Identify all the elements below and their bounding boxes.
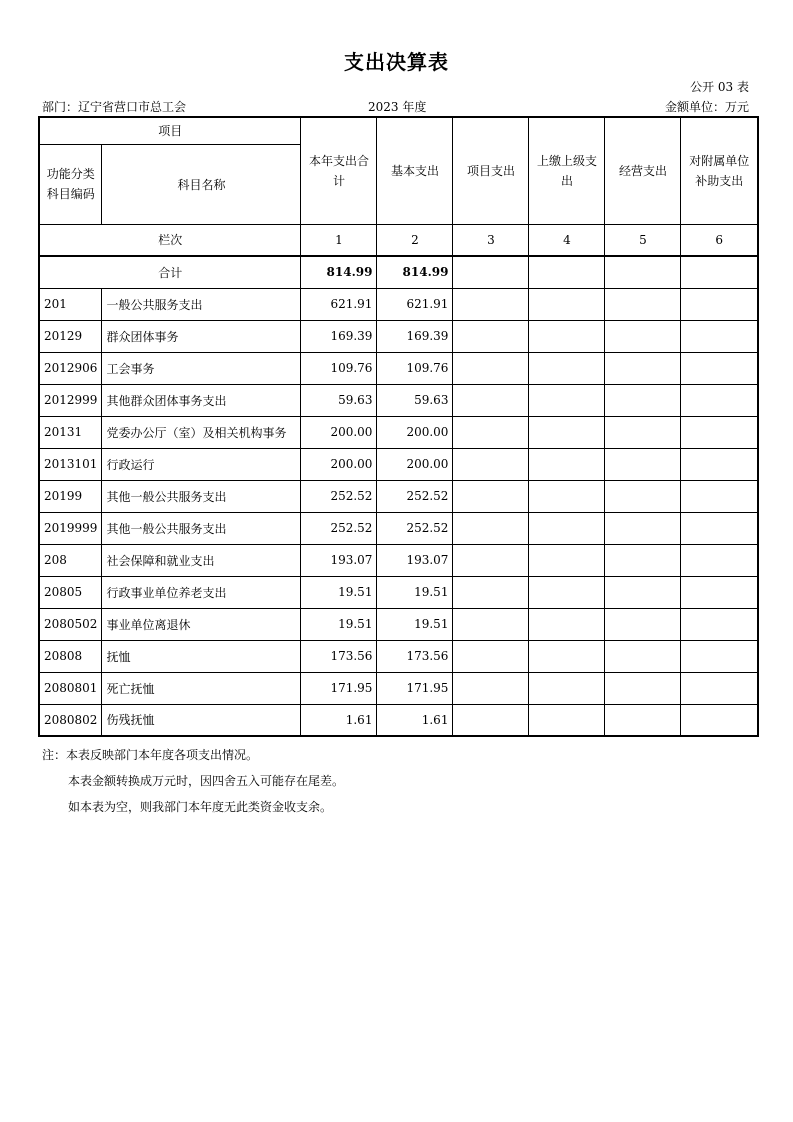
func-code-cell: 2019999: [39, 512, 102, 544]
index-number: 2: [377, 224, 453, 256]
table-row: [39, 480, 758, 512]
index-number: 3: [453, 224, 529, 256]
amount-cell: 1.61: [377, 704, 453, 736]
col-header-total: 本年支出合计: [301, 117, 377, 224]
amount-cell: [529, 448, 605, 480]
form-number: 公开 03 表: [690, 80, 749, 94]
amount-unit: 金额单位：万元: [664, 100, 749, 114]
amount-cell: 169.39: [377, 320, 453, 352]
amount-cell: [605, 448, 681, 480]
amount-cell: 19.51: [377, 608, 453, 640]
func-code-cell: 2080802: [39, 704, 102, 736]
amount-cell: [681, 384, 758, 416]
header-row-top: [39, 117, 758, 144]
amount-cell: [605, 480, 681, 512]
amount-cell: [453, 576, 529, 608]
amount-cell: [453, 416, 529, 448]
amount-cell: [605, 320, 681, 352]
fiscal-year: 2023 年度: [368, 100, 427, 114]
amount-cell: [453, 352, 529, 384]
amount-cell: 200.00: [301, 416, 377, 448]
amount-cell: [605, 416, 681, 448]
table-row: [39, 608, 758, 640]
amount-cell: [529, 512, 605, 544]
amount-cell: 252.52: [377, 480, 453, 512]
table-row: [39, 640, 758, 672]
amount-cell: 169.39: [301, 320, 377, 352]
amount-cell: [681, 352, 758, 384]
col-header-project: 项目支出: [453, 117, 529, 224]
col-header-operating: 经营支出: [605, 117, 681, 224]
note-line: 本表金额转换成万元时，因四舍五入可能存在尾差。: [68, 774, 345, 788]
amount-cell: [605, 384, 681, 416]
subject-name-cell: 行政运行: [102, 448, 301, 480]
amount-cell: [453, 512, 529, 544]
index-number: 6: [681, 224, 758, 256]
func-code-cell: 201: [39, 288, 102, 320]
amount-cell: 621.91: [301, 288, 377, 320]
amount-cell: [681, 672, 758, 704]
amount-cell: [453, 544, 529, 576]
amount-cell: [529, 480, 605, 512]
func-code-cell: 2080502: [39, 608, 102, 640]
amount-cell: [529, 352, 605, 384]
amount-cell: 19.51: [377, 576, 453, 608]
amount-cell: [529, 608, 605, 640]
amount-cell: [605, 288, 681, 320]
subject-name-cell: 党委办公厅（室）及相关机构事务: [102, 416, 301, 448]
amount-cell: [453, 640, 529, 672]
amount-cell: [529, 416, 605, 448]
subject-name-cell: 工会事务: [102, 352, 301, 384]
amount-cell: [605, 704, 681, 736]
col-header-basic: 基本支出: [377, 117, 453, 224]
amount-cell: [681, 512, 758, 544]
total-value: [681, 256, 758, 288]
subject-name-cell: 行政事业单位养老支出: [102, 576, 301, 608]
table-row: [39, 544, 758, 576]
total-value: [605, 256, 681, 288]
func-code-cell: 20199: [39, 480, 102, 512]
func-code-cell: 20808: [39, 640, 102, 672]
amount-cell: [681, 288, 758, 320]
amount-cell: [529, 320, 605, 352]
amount-cell: [605, 512, 681, 544]
col-header-remit-upper: 上缴上级支出: [529, 117, 605, 224]
amount-cell: [453, 672, 529, 704]
amount-cell: 19.51: [301, 608, 377, 640]
page-title: 支出决算表: [344, 50, 449, 74]
func-code-cell: 2013101: [39, 448, 102, 480]
amount-cell: [453, 608, 529, 640]
index-row-label: 栏次: [39, 224, 301, 256]
table-row: [39, 352, 758, 384]
table-row: [39, 384, 758, 416]
amount-cell: 200.00: [377, 416, 453, 448]
amount-cell: [453, 480, 529, 512]
total-value: 814.99: [377, 256, 453, 288]
amount-cell: [453, 448, 529, 480]
func-code-cell: 20805: [39, 576, 102, 608]
amount-cell: [453, 288, 529, 320]
subject-name-header: 科目名称: [102, 144, 301, 224]
amount-cell: 200.00: [301, 448, 377, 480]
subject-name-cell: 死亡抚恤: [102, 672, 301, 704]
department-label: 部门：辽宁省营口市总工会: [42, 100, 187, 114]
col-header-subsidy: 对附属单位补助支出: [681, 117, 758, 224]
amount-cell: [605, 352, 681, 384]
amount-cell: 19.51: [301, 576, 377, 608]
amount-cell: [681, 576, 758, 608]
amount-cell: [681, 640, 758, 672]
amount-cell: 252.52: [301, 480, 377, 512]
amount-cell: 200.00: [377, 448, 453, 480]
index-number: 4: [529, 224, 605, 256]
amount-cell: [453, 384, 529, 416]
func-code-cell: 208: [39, 544, 102, 576]
subject-name-cell: 事业单位离退休: [102, 608, 301, 640]
amount-cell: [529, 288, 605, 320]
amount-cell: [681, 320, 758, 352]
func-code-cell: 2080801: [39, 672, 102, 704]
amount-cell: [453, 320, 529, 352]
func-code-cell: 2012999: [39, 384, 102, 416]
amount-cell: [605, 640, 681, 672]
note-line: 如本表为空，则我部门本年度无此类资金收支余。: [68, 800, 333, 814]
subject-name-cell: 群众团体事务: [102, 320, 301, 352]
total-row-label: 合计: [39, 256, 301, 288]
total-value: [453, 256, 529, 288]
func-code-cell: 20129: [39, 320, 102, 352]
total-value: 814.99: [301, 256, 377, 288]
amount-cell: [605, 608, 681, 640]
amount-cell: 193.07: [301, 544, 377, 576]
table-row: [39, 672, 758, 704]
table-row: [39, 512, 758, 544]
subject-name-cell: 社会保障和就业支出: [102, 544, 301, 576]
amount-cell: 173.56: [377, 640, 453, 672]
func-code-cell: 20131: [39, 416, 102, 448]
amount-cell: [681, 480, 758, 512]
amount-cell: [529, 384, 605, 416]
subject-name-cell: 其他一般公共服务支出: [102, 512, 301, 544]
amount-cell: 59.63: [301, 384, 377, 416]
amount-cell: 109.76: [377, 352, 453, 384]
note-line: 注：本表反映部门本年度各项支出情况。: [42, 748, 259, 762]
amount-cell: [453, 704, 529, 736]
index-number: 5: [605, 224, 681, 256]
subject-name-cell: 其他群众团体事务支出: [102, 384, 301, 416]
index-row: [39, 224, 758, 256]
amount-cell: 109.76: [301, 352, 377, 384]
table-row: [39, 416, 758, 448]
amount-cell: [681, 416, 758, 448]
amount-cell: 1.61: [301, 704, 377, 736]
amount-cell: 193.07: [377, 544, 453, 576]
table-row: [39, 448, 758, 480]
amount-cell: [681, 448, 758, 480]
subject-name-cell: 其他一般公共服务支出: [102, 480, 301, 512]
amount-cell: [681, 704, 758, 736]
amount-cell: [529, 704, 605, 736]
amount-cell: 171.95: [301, 672, 377, 704]
func-code-cell: 2012906: [39, 352, 102, 384]
index-number: 1: [301, 224, 377, 256]
amount-cell: [605, 576, 681, 608]
table-row: [39, 288, 758, 320]
amount-cell: 59.63: [377, 384, 453, 416]
amount-cell: [529, 544, 605, 576]
func-code-header: 功能分类科目编码: [39, 144, 102, 224]
notes: [42, 742, 344, 820]
amount-cell: [681, 544, 758, 576]
total-row: [39, 256, 758, 288]
amount-cell: [529, 576, 605, 608]
amount-cell: [681, 608, 758, 640]
item-header: 项目: [39, 117, 301, 144]
amount-cell: 252.52: [377, 512, 453, 544]
subject-name-cell: 抚恤: [102, 640, 301, 672]
subject-name-cell: 伤残抚恤: [102, 704, 301, 736]
amount-cell: [605, 544, 681, 576]
total-value: [529, 256, 605, 288]
amount-cell: 252.52: [301, 512, 377, 544]
subject-name-cell: 一般公共服务支出: [102, 288, 301, 320]
amount-cell: [529, 640, 605, 672]
amount-cell: [605, 672, 681, 704]
expenditure-table: [38, 116, 759, 737]
amount-cell: 173.56: [301, 640, 377, 672]
amount-cell: 171.95: [377, 672, 453, 704]
amount-cell: [529, 672, 605, 704]
table-row: [39, 704, 758, 736]
table-row: [39, 576, 758, 608]
table-row: [39, 320, 758, 352]
amount-cell: 621.91: [377, 288, 453, 320]
